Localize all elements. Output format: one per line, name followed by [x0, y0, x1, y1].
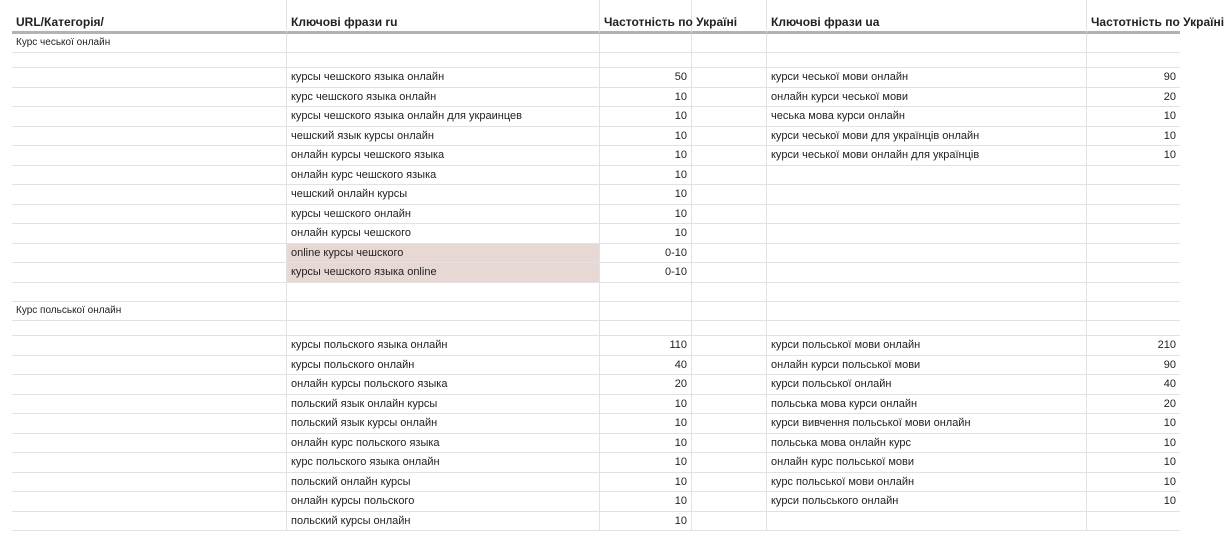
freq-ua-cell[interactable]: 10	[1087, 127, 1180, 147]
category-cell[interactable]	[12, 107, 287, 127]
section-row	[12, 302, 1180, 321]
header-freq-ua[interactable]: Частотність по Україні	[1087, 0, 1180, 34]
cell[interactable]	[692, 321, 767, 336]
phrase-ru-cell[interactable]: курсы чешского языка онлайн	[287, 68, 600, 88]
phrase-ru-cell[interactable]: польский язык курсы онлайн	[287, 414, 600, 434]
phrase-ua-cell[interactable]: польська мова онлайн курс	[767, 434, 1087, 454]
cell[interactable]	[12, 321, 287, 336]
phrase-ru-cell[interactable]: курс польского языка онлайн	[287, 453, 600, 473]
freq-ru-cell[interactable]: 20	[600, 375, 692, 395]
table-row	[12, 434, 1180, 454]
cell[interactable]	[287, 321, 600, 336]
freq-ua-cell[interactable]	[1087, 512, 1180, 532]
cell[interactable]	[287, 34, 600, 53]
phrase-ua-cell[interactable]: польська мова курси онлайн	[767, 395, 1087, 415]
phrase-ru-cell[interactable]: чешский язык курсы онлайн	[287, 127, 600, 147]
freq-ru-cell[interactable]: 10	[600, 395, 692, 415]
category-cell[interactable]	[12, 395, 287, 415]
freq-ua-cell[interactable]	[1087, 263, 1180, 283]
phrase-ru-cell[interactable]: курсы польского онлайн	[287, 356, 600, 376]
category-cell[interactable]	[12, 492, 287, 512]
section-title[interactable]: Курс польської онлайн	[12, 302, 287, 321]
phrase-ua-cell[interactable]: онлайн курс польської мови	[767, 453, 1087, 473]
phrase-ua-cell[interactable]	[767, 224, 1087, 244]
table-row	[12, 375, 1180, 395]
freq-ua-cell[interactable]: 20	[1087, 395, 1180, 415]
header-phrases-ru[interactable]: Ключові фрази ru	[287, 0, 600, 34]
table-row	[12, 453, 1180, 473]
cell[interactable]	[600, 302, 692, 321]
empty-cell[interactable]	[692, 375, 767, 395]
phrase-ru-cell[interactable]: онлайн курсы чешского языка	[287, 146, 600, 166]
freq-ua-cell[interactable]: 10	[1087, 473, 1180, 493]
freq-ua-cell[interactable]: 10	[1087, 414, 1180, 434]
category-cell[interactable]	[12, 68, 287, 88]
phrase-ru-cell[interactable]: онлайн курсы польского языка	[287, 375, 600, 395]
freq-ua-cell[interactable]	[1087, 185, 1180, 205]
empty-cell[interactable]	[692, 473, 767, 493]
table-row	[12, 395, 1180, 415]
freq-ru-cell[interactable]: 10	[600, 414, 692, 434]
empty-cell[interactable]	[692, 453, 767, 473]
table-row	[12, 336, 1180, 356]
category-cell[interactable]	[12, 185, 287, 205]
cell[interactable]	[1087, 321, 1180, 336]
empty-cell[interactable]	[692, 185, 767, 205]
category-cell[interactable]	[12, 166, 287, 186]
phrase-ru-cell[interactable]: онлайн курсы польского	[287, 492, 600, 512]
phrase-ua-cell[interactable]	[767, 205, 1087, 225]
category-cell[interactable]	[12, 88, 287, 108]
freq-ua-cell[interactable]: 10	[1087, 434, 1180, 454]
freq-ru-cell[interactable]: 40	[600, 356, 692, 376]
cell[interactable]	[767, 53, 1087, 68]
category-cell[interactable]	[12, 224, 287, 244]
category-cell[interactable]	[12, 473, 287, 493]
header-freq-ru[interactable]: Частотність по Україні	[600, 0, 692, 34]
empty-cell[interactable]	[692, 166, 767, 186]
header-url-category[interactable]: URL/Категорія/	[12, 0, 287, 34]
cell[interactable]	[767, 34, 1087, 53]
category-cell[interactable]	[12, 205, 287, 225]
empty-cell[interactable]	[692, 336, 767, 356]
category-cell[interactable]	[12, 434, 287, 454]
freq-ua-cell[interactable]: 10	[1087, 107, 1180, 127]
table-row	[12, 244, 1180, 264]
freq-ru-cell[interactable]: 10	[600, 512, 692, 532]
section-row	[12, 34, 1180, 53]
phrase-ua-cell[interactable]: онлайн курси польської мови	[767, 356, 1087, 376]
cell[interactable]	[600, 321, 692, 336]
empty-cell[interactable]	[692, 512, 767, 532]
table-row	[12, 107, 1180, 127]
category-cell[interactable]	[12, 283, 287, 303]
phrase-ru-cell[interactable]: курсы польского языка онлайн	[287, 336, 600, 356]
phrase-ru-cell[interactable]: online курсы чешского	[287, 244, 600, 264]
phrase-ru-cell[interactable]	[287, 283, 600, 303]
phrase-ua-cell[interactable]: курси польського онлайн	[767, 492, 1087, 512]
category-cell[interactable]	[12, 453, 287, 473]
phrase-ua-cell[interactable]: курси польської онлайн	[767, 375, 1087, 395]
freq-ru-cell[interactable]: 10	[600, 107, 692, 127]
cell[interactable]	[692, 34, 767, 53]
phrase-ua-cell[interactable]: курс польської мови онлайн	[767, 473, 1087, 493]
freq-ru-cell[interactable]: 10	[600, 146, 692, 166]
freq-ru-cell[interactable]: 0-10	[600, 263, 692, 283]
cell[interactable]	[600, 34, 692, 53]
freq-ua-cell[interactable]	[1087, 244, 1180, 264]
freq-ua-cell[interactable]: 10	[1087, 453, 1180, 473]
phrase-ua-cell[interactable]	[767, 263, 1087, 283]
phrase-ua-cell[interactable]: чеська мова курси онлайн	[767, 107, 1087, 127]
phrase-ru-cell[interactable]: польский онлайн курсы	[287, 473, 600, 493]
phrase-ru-cell[interactable]: курсы чешского языка online	[287, 263, 600, 283]
phrase-ru-cell[interactable]: курс чешского языка онлайн	[287, 88, 600, 108]
phrase-ru-cell[interactable]: онлайн курс польского языка	[287, 434, 600, 454]
category-cell[interactable]	[12, 336, 287, 356]
table-row	[12, 146, 1180, 166]
cell[interactable]	[12, 53, 287, 68]
freq-ua-cell[interactable]: 10	[1087, 492, 1180, 512]
freq-ua-cell[interactable]: 90	[1087, 68, 1180, 88]
phrase-ru-cell[interactable]: польский язык онлайн курсы	[287, 395, 600, 415]
category-cell[interactable]	[12, 244, 287, 264]
empty-cell[interactable]	[692, 68, 767, 88]
phrase-ua-cell[interactable]	[767, 185, 1087, 205]
cell[interactable]	[287, 302, 600, 321]
cell[interactable]	[1087, 302, 1180, 321]
category-cell[interactable]	[12, 512, 287, 532]
table-row	[12, 127, 1180, 147]
table-row	[12, 492, 1180, 512]
freq-ru-cell[interactable]: 10	[600, 88, 692, 108]
cell[interactable]	[600, 53, 692, 68]
empty-cell[interactable]	[692, 395, 767, 415]
header-phrases-ua[interactable]: Ключові фрази ua	[767, 0, 1087, 34]
spacer-row	[12, 321, 1180, 336]
freq-ru-cell[interactable]: 110	[600, 336, 692, 356]
spreadsheet-grid	[12, 0, 1224, 531]
freq-ua-cell[interactable]: 10	[1087, 146, 1180, 166]
phrase-ru-cell[interactable]: онлайн курс чешского языка	[287, 166, 600, 186]
freq-ru-cell[interactable]: 10	[600, 453, 692, 473]
table-row	[12, 356, 1180, 376]
section-title[interactable]: Курс чеської онлайн	[12, 34, 287, 53]
cell[interactable]	[767, 321, 1087, 336]
cell[interactable]	[1087, 34, 1180, 53]
empty-cell[interactable]	[692, 414, 767, 434]
phrase-ua-cell[interactable]: курси польської мови онлайн	[767, 336, 1087, 356]
phrase-ua-cell[interactable]: курси чеської мови для українців онлайн	[767, 127, 1087, 147]
phrase-ru-cell[interactable]: чешский онлайн курсы	[287, 185, 600, 205]
cell[interactable]	[692, 302, 767, 321]
freq-ru-cell[interactable]: 10	[600, 185, 692, 205]
category-cell[interactable]	[12, 127, 287, 147]
freq-ua-cell[interactable]: 40	[1087, 375, 1180, 395]
empty-cell[interactable]	[692, 434, 767, 454]
phrase-ua-cell[interactable]	[767, 512, 1087, 532]
table-row	[12, 283, 1180, 303]
phrase-ru-cell[interactable]: польский курсы онлайн	[287, 512, 600, 532]
freq-ua-cell[interactable]: 20	[1087, 88, 1180, 108]
freq-ru-cell[interactable]: 10	[600, 224, 692, 244]
header-empty-column[interactable]	[692, 0, 767, 34]
empty-cell[interactable]	[692, 356, 767, 376]
empty-cell[interactable]	[692, 88, 767, 108]
phrase-ru-cell[interactable]: курсы чешского онлайн	[287, 205, 600, 225]
table-row	[12, 166, 1180, 186]
cell[interactable]	[287, 53, 600, 68]
cell[interactable]	[692, 53, 767, 68]
table-body	[12, 34, 1180, 531]
freq-ua-cell[interactable]	[1087, 205, 1180, 225]
empty-cell[interactable]	[692, 244, 767, 264]
table-row	[12, 224, 1180, 244]
phrase-ua-cell[interactable]: курси вивчення польської мови онлайн	[767, 414, 1087, 434]
empty-cell[interactable]	[692, 205, 767, 225]
cell[interactable]	[767, 302, 1087, 321]
spacer-row	[12, 53, 1180, 68]
freq-ua-cell[interactable]	[1087, 166, 1180, 186]
phrase-ua-cell[interactable]	[767, 166, 1087, 186]
table-row	[12, 205, 1180, 225]
freq-ru-cell[interactable]: 10	[600, 434, 692, 454]
category-cell[interactable]	[12, 146, 287, 166]
phrase-ua-cell[interactable]	[767, 244, 1087, 264]
phrase-ua-cell[interactable]: курси чеської мови онлайн для українців	[767, 146, 1087, 166]
table-row	[12, 512, 1180, 532]
freq-ru-cell[interactable]: 0-10	[600, 244, 692, 264]
freq-ru-cell[interactable]: 10	[600, 205, 692, 225]
table-row	[12, 68, 1180, 88]
category-cell[interactable]	[12, 414, 287, 434]
phrase-ua-cell[interactable]	[767, 283, 1087, 303]
freq-ua-cell[interactable]	[1087, 224, 1180, 244]
table-row	[12, 473, 1180, 493]
phrase-ru-cell[interactable]: курсы чешского языка онлайн для украинцев	[287, 107, 600, 127]
freq-ru-cell[interactable]: 10	[600, 473, 692, 493]
empty-cell[interactable]	[692, 146, 767, 166]
cell[interactable]	[1087, 53, 1180, 68]
freq-ua-cell[interactable]: 210	[1087, 336, 1180, 356]
phrase-ua-cell[interactable]: онлайн курси чеської мови	[767, 88, 1087, 108]
category-cell[interactable]	[12, 356, 287, 376]
phrase-ru-cell[interactable]: онлайн курсы чешского	[287, 224, 600, 244]
table-row	[12, 263, 1180, 283]
category-cell[interactable]	[12, 263, 287, 283]
table-row	[12, 88, 1180, 108]
phrase-ua-cell[interactable]: курси чеської мови онлайн	[767, 68, 1087, 88]
table-row	[12, 414, 1180, 434]
freq-ru-cell[interactable]: 50	[600, 68, 692, 88]
empty-cell[interactable]	[692, 263, 767, 283]
category-cell[interactable]	[12, 375, 287, 395]
header-row	[12, 0, 1224, 34]
freq-ru-cell[interactable]: 10	[600, 127, 692, 147]
empty-cell[interactable]	[692, 224, 767, 244]
empty-cell[interactable]	[692, 283, 767, 303]
freq-ru-cell[interactable]	[600, 283, 692, 303]
table-row	[12, 185, 1180, 205]
empty-cell[interactable]	[692, 127, 767, 147]
freq-ru-cell[interactable]: 10	[600, 166, 692, 186]
empty-cell[interactable]	[692, 107, 767, 127]
empty-cell[interactable]	[692, 492, 767, 512]
freq-ua-cell[interactable]	[1087, 283, 1180, 303]
freq-ru-cell[interactable]: 10	[600, 492, 692, 512]
freq-ua-cell[interactable]: 90	[1087, 356, 1180, 376]
